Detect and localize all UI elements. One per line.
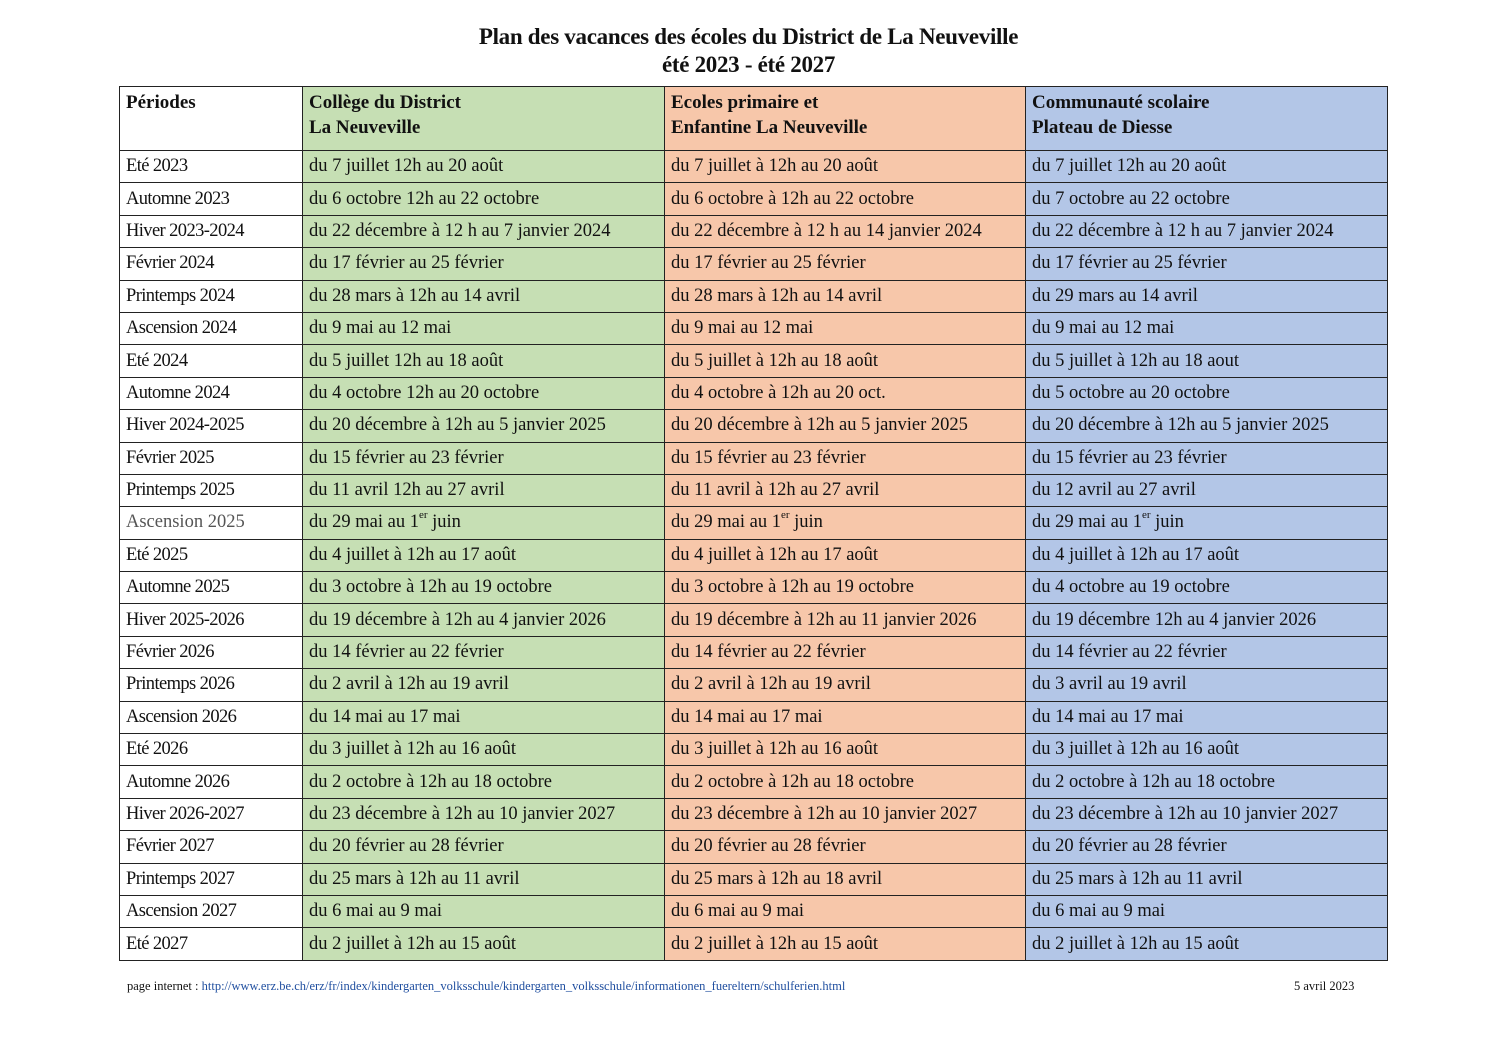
college-cell: du 3 juillet à 12h au 16 août: [303, 734, 665, 766]
period-cell: Automne 2024: [120, 377, 303, 409]
diesse-cell: du 29 mai au 1er juin: [1026, 507, 1388, 539]
table-row: [120, 863, 1388, 895]
period-cell: Février 2024: [120, 248, 303, 280]
table-row: [120, 377, 1388, 409]
college-cell: du 20 février au 28 février: [303, 831, 665, 863]
diesse-cell: du 12 avril au 27 avril: [1026, 474, 1388, 506]
document-title: Plan des vacances des écoles du District de La Neuveville: [478, 24, 1019, 49]
table-row: [120, 215, 1388, 247]
diesse-cell: du 5 octobre au 20 octobre: [1026, 377, 1388, 409]
diesse-cell: du 14 février au 22 février: [1026, 636, 1388, 668]
college-cell: du 15 février au 23 février: [303, 442, 665, 474]
diesse-cell: du 4 juillet à 12h au 17 août: [1026, 539, 1388, 571]
primaire-cell: du 6 mai au 9 mai: [665, 895, 1026, 927]
table-row: [120, 151, 1388, 183]
table-row: [120, 895, 1388, 927]
table-row: [120, 669, 1388, 701]
college-cell: du 14 mai au 17 mai: [303, 701, 665, 733]
period-cell: Automne 2025: [120, 572, 303, 604]
college-cell: du 2 juillet à 12h au 15 août: [303, 928, 665, 960]
table-body: [120, 151, 1388, 961]
college-cell: du 11 avril 12h au 27 avril: [303, 474, 665, 506]
primaire-cell: du 9 mai au 12 mai: [665, 312, 1026, 344]
document-subtitle: été 2023 - été 2027: [661, 52, 836, 77]
period-cell: Ascension 2026: [120, 701, 303, 733]
period-cell: Printemps 2025: [120, 474, 303, 506]
diesse-cell: du 25 mars à 12h au 11 avril: [1026, 863, 1388, 895]
primaire-cell: du 2 octobre à 12h au 18 octobre: [665, 766, 1026, 798]
diesse-cell: du 3 avril au 19 avril: [1026, 669, 1388, 701]
primaire-cell: du 19 décembre à 12h au 11 janvier 2026: [665, 604, 1026, 636]
header-periods: Périodes: [120, 87, 303, 151]
period-cell: Printemps 2027: [120, 863, 303, 895]
primaire-cell: du 29 mai au 1er juin: [665, 507, 1026, 539]
table-row: [120, 474, 1388, 506]
primaire-cell: du 20 février au 28 février: [665, 831, 1026, 863]
period-cell: Automne 2026: [120, 766, 303, 798]
diesse-cell: du 15 février au 23 février: [1026, 442, 1388, 474]
period-cell: Hiver 2025-2026: [120, 604, 303, 636]
diesse-cell: du 20 décembre à 12h au 5 janvier 2025: [1026, 410, 1388, 442]
header-college: Collège du District La Neuveville: [303, 87, 665, 151]
diesse-cell: du 2 juillet à 12h au 15 août: [1026, 928, 1388, 960]
college-cell: du 3 octobre à 12h au 19 octobre: [303, 572, 665, 604]
diesse-cell: du 5 juillet à 12h au 18 aout: [1026, 345, 1388, 377]
period-cell: Automne 2023: [120, 183, 303, 215]
primaire-cell: du 23 décembre à 12h au 10 janvier 2027: [665, 798, 1026, 830]
period-cell: Février 2025: [120, 442, 303, 474]
college-cell: du 4 juillet à 12h au 17 août: [303, 539, 665, 571]
period-cell: Eté 2025: [120, 539, 303, 571]
primaire-cell: du 20 décembre à 12h au 5 janvier 2025: [665, 410, 1026, 442]
period-cell: Eté 2027: [120, 928, 303, 960]
table-row: [120, 183, 1388, 215]
table-row: [120, 280, 1388, 312]
table-row: [120, 734, 1388, 766]
table-row: [120, 539, 1388, 571]
table-row: [120, 928, 1388, 960]
college-cell: du 9 mai au 12 mai: [303, 312, 665, 344]
college-cell: du 14 février au 22 février: [303, 636, 665, 668]
table-row: [120, 507, 1388, 539]
table-row: [120, 766, 1388, 798]
period-cell: Ascension 2024: [120, 312, 303, 344]
college-cell: du 25 mars à 12h au 11 avril: [303, 863, 665, 895]
primaire-cell: du 4 juillet à 12h au 17 août: [665, 539, 1026, 571]
diesse-cell: du 9 mai au 12 mai: [1026, 312, 1388, 344]
primaire-cell: du 15 février au 23 février: [665, 442, 1026, 474]
table-row: [120, 636, 1388, 668]
primaire-cell: du 6 octobre à 12h au 22 octobre: [665, 183, 1026, 215]
primaire-cell: du 7 juillet à 12h au 20 août: [665, 151, 1026, 183]
primaire-cell: du 14 février au 22 février: [665, 636, 1026, 668]
primaire-cell: du 2 juillet à 12h au 15 août: [665, 928, 1026, 960]
footer-web-link: [127, 979, 845, 994]
table-row: [120, 410, 1388, 442]
footer-date: 5 avril 2023: [1294, 979, 1355, 993]
period-cell: Hiver 2023-2024: [120, 215, 303, 247]
period-cell: Hiver 2026-2027: [120, 798, 303, 830]
primaire-cell: du 25 mars à 12h au 18 avril: [665, 863, 1026, 895]
college-cell: du 6 octobre 12h au 22 octobre: [303, 183, 665, 215]
college-cell: du 22 décembre à 12 h au 7 janvier 2024: [303, 215, 665, 247]
diesse-cell: du 6 mai au 9 mai: [1026, 895, 1388, 927]
footer-url-link[interactable]: http://www.erz.be.ch/erz/fr/index/kindergarten_volksschule/kindergarten_volksschule/informationen_fuereltern/schulferien.html: [201, 979, 846, 993]
primaire-cell: du 3 juillet à 12h au 16 août: [665, 734, 1026, 766]
diesse-cell: du 20 février au 28 février: [1026, 831, 1388, 863]
table-row: [120, 312, 1388, 344]
diesse-cell: du 7 octobre au 22 octobre: [1026, 183, 1388, 215]
table-header-row: [120, 87, 1388, 151]
diesse-cell: du 17 février au 25 février: [1026, 248, 1388, 280]
college-cell: du 20 décembre à 12h au 5 janvier 2025: [303, 410, 665, 442]
primaire-cell: du 17 février au 25 février: [665, 248, 1026, 280]
table-row: [120, 701, 1388, 733]
primaire-cell: du 3 octobre à 12h au 19 octobre: [665, 572, 1026, 604]
header-primaire: Ecoles primaire et Enfantine La Neuveville: [665, 87, 1026, 151]
primaire-cell: du 22 décembre à 12 h au 14 janvier 2024: [665, 215, 1026, 247]
diesse-cell: du 29 mars au 14 avril: [1026, 280, 1388, 312]
college-cell: du 7 juillet 12h au 20 août: [303, 151, 665, 183]
primaire-cell: du 5 juillet à 12h au 18 août: [665, 345, 1026, 377]
vacation-schedule-table: [119, 86, 1388, 961]
table-row: [120, 798, 1388, 830]
table-row: [120, 248, 1388, 280]
diesse-cell: du 22 décembre à 12 h au 7 janvier 2024: [1026, 215, 1388, 247]
diesse-cell: du 2 octobre à 12h au 18 octobre: [1026, 766, 1388, 798]
primaire-cell: du 28 mars à 12h au 14 avril: [665, 280, 1026, 312]
primaire-cell: du 2 avril à 12h au 19 avril: [665, 669, 1026, 701]
diesse-cell: du 4 octobre au 19 octobre: [1026, 572, 1388, 604]
diesse-cell: du 14 mai au 17 mai: [1026, 701, 1388, 733]
table-row: [120, 442, 1388, 474]
table-row: [120, 345, 1388, 377]
period-cell: Ascension 2027: [120, 895, 303, 927]
footer-label: page internet :: [127, 979, 202, 993]
period-cell: Février 2027: [120, 831, 303, 863]
college-cell: du 6 mai au 9 mai: [303, 895, 665, 927]
diesse-cell: du 19 décembre 12h au 4 janvier 2026: [1026, 604, 1388, 636]
diesse-cell: du 3 juillet à 12h au 16 août: [1026, 734, 1388, 766]
college-cell: du 28 mars à 12h au 14 avril: [303, 280, 665, 312]
college-cell: du 2 octobre à 12h au 18 octobre: [303, 766, 665, 798]
college-cell: du 2 avril à 12h au 19 avril: [303, 669, 665, 701]
college-cell: du 4 octobre 12h au 20 octobre: [303, 377, 665, 409]
college-cell: du 23 décembre à 12h au 10 janvier 2027: [303, 798, 665, 830]
table-row: [120, 831, 1388, 863]
table-row: [120, 604, 1388, 636]
diesse-cell: du 23 décembre à 12h au 10 janvier 2027: [1026, 798, 1388, 830]
primaire-cell: du 4 octobre à 12h au 20 oct.: [665, 377, 1026, 409]
period-cell: Eté 2024: [120, 345, 303, 377]
primaire-cell: du 11 avril à 12h au 27 avril: [665, 474, 1026, 506]
period-cell: Printemps 2024: [120, 280, 303, 312]
college-cell: du 19 décembre à 12h au 4 janvier 2026: [303, 604, 665, 636]
header-diesse: Communauté scolaire Plateau de Diesse: [1026, 87, 1388, 151]
period-cell: Ascension 2025: [120, 507, 303, 539]
period-cell: Eté 2023: [120, 151, 303, 183]
table-row: [120, 572, 1388, 604]
diesse-cell: du 7 juillet 12h au 20 août: [1026, 151, 1388, 183]
period-cell: Eté 2026: [120, 734, 303, 766]
college-cell: du 17 février au 25 février: [303, 248, 665, 280]
primaire-cell: du 14 mai au 17 mai: [665, 701, 1026, 733]
college-cell: du 5 juillet 12h au 18 août: [303, 345, 665, 377]
period-cell: Février 2026: [120, 636, 303, 668]
period-cell: Printemps 2026: [120, 669, 303, 701]
period-cell: Hiver 2024-2025: [120, 410, 303, 442]
college-cell: du 29 mai au 1er juin: [303, 507, 665, 539]
